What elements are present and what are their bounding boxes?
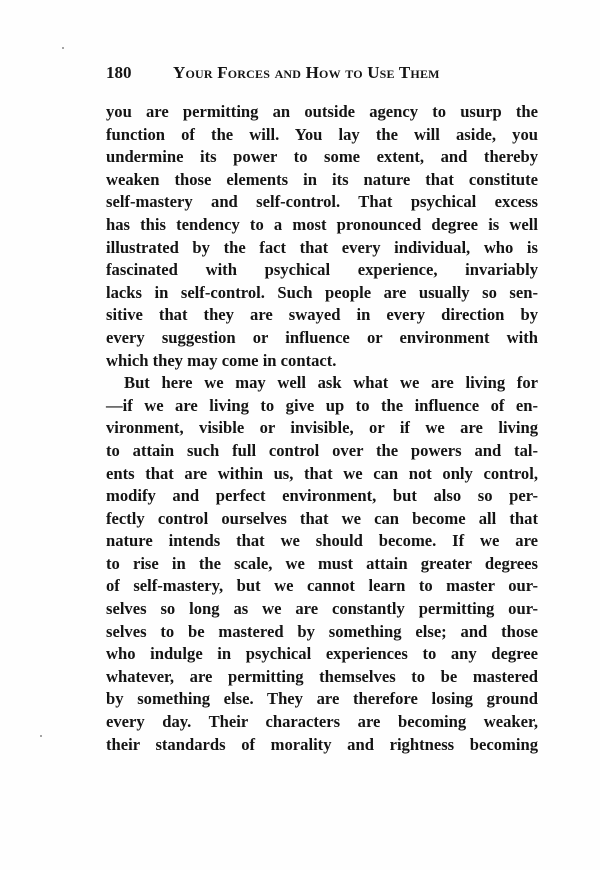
scan-speck (40, 735, 42, 737)
text-line: fectly control ourselves that we can become all that (106, 508, 538, 528)
text-line: whatever, are permitting themselves to be mastered (106, 666, 538, 686)
running-title: Your Forces and How to Use Them (173, 63, 440, 82)
text-line: every day. Their characters are becoming weaker, (106, 712, 538, 732)
text-line: who indulge in psychical experiences to any degree (106, 644, 538, 664)
text-line: But here we may well ask what we are living for (124, 373, 538, 393)
text-line: selves to be mastered by something else; and those (106, 621, 538, 641)
text-line: modify and perfect environment, but also so per- (106, 486, 538, 506)
text-line: vironment, visible or invisible, or if we are living (106, 418, 538, 438)
text-line: which they may come in contact. (106, 350, 337, 370)
text-line: their standards of morality and rightness becoming (106, 734, 538, 754)
text-line: illustrated by the fact that every individual, who is (106, 237, 538, 257)
text-line: fascinated with psychical experience, invariably (106, 260, 538, 280)
text-line: has this tendency to a most pronounced degree is well (106, 214, 538, 234)
paragraph (106, 372, 538, 756)
text-line: to attain such full control over the powers and tal- (106, 440, 538, 460)
body-text (106, 101, 538, 756)
text-line: function of the will. You lay the will aside, you (106, 124, 538, 144)
text-line: undermine its power to some extent, and thereby (106, 147, 538, 167)
text-line: selves so long as we are constantly permitting our- (106, 599, 538, 619)
text-line: lacks in self-control. Such people are usually so sen- (106, 282, 538, 302)
text-line: weaken those elements in its nature that constitute (106, 169, 538, 189)
paragraph (106, 101, 538, 372)
text-line: —if we are living to give up to the influence of en- (106, 395, 538, 415)
text-line: self-mastery and self-control. That psychical excess (106, 192, 538, 212)
text-line: of self-mastery, but we cannot learn to master our- (106, 576, 538, 596)
text-line: by something else. They are therefore losing ground (106, 689, 538, 709)
text-line: you are permitting an outside agency to usurp the (106, 102, 538, 121)
text-line: every suggestion or influence or environment with (106, 327, 538, 347)
text-line: sitive that they are swayed in every direction by (106, 305, 538, 325)
page-number: 180 (106, 63, 132, 82)
text-line: to rise in the scale, we must attain greater degrees (106, 553, 538, 573)
running-head (106, 62, 538, 84)
text-line: ents that are within us, that we can not only control, (106, 463, 538, 483)
scan-speck (62, 47, 64, 49)
text-line: nature intends that we should become. If we are (106, 531, 538, 551)
